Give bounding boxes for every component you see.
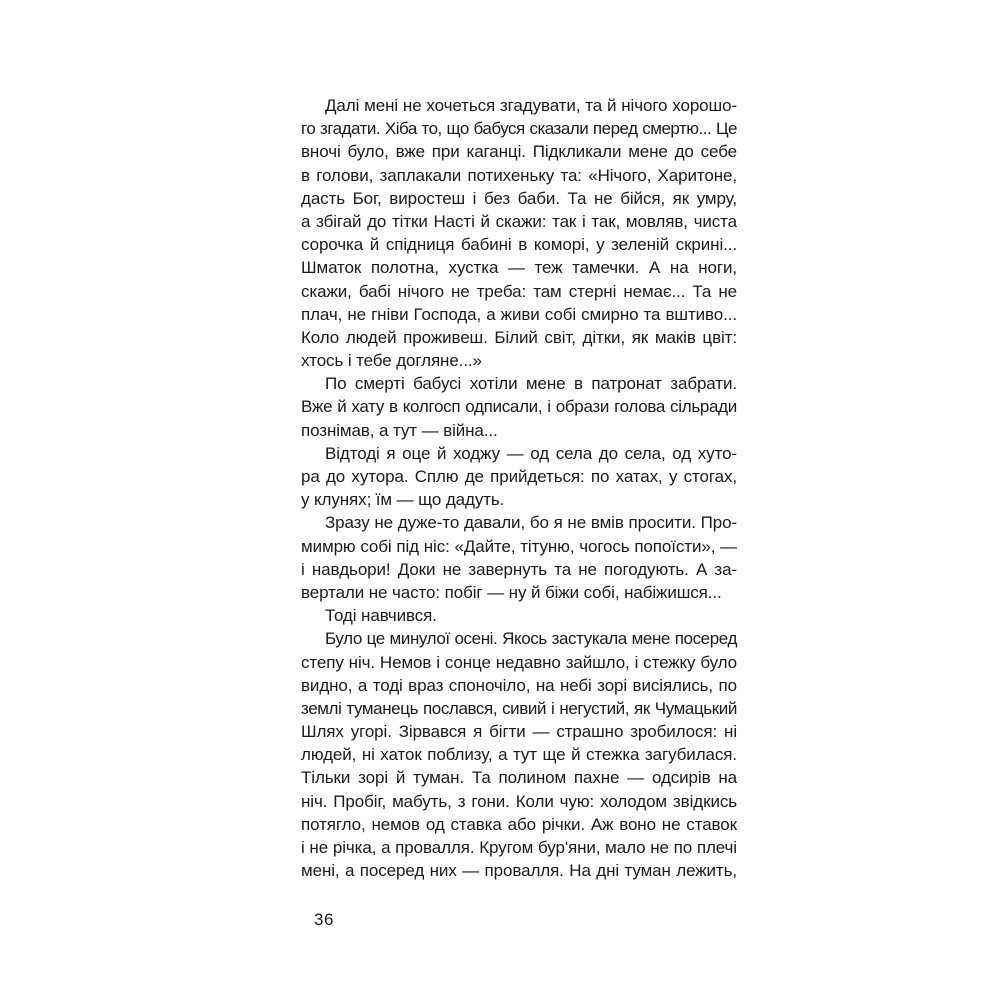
text-line: землі туманець послався, сивий і негустий, як Чумацький [301,698,737,718]
text-line: Далі мені не хочеться згадувати, та й нічого хорошо- [325,96,737,115]
text-line: і не річка, а провалля. Кругом бур'яни, мало не по плечі [301,838,737,857]
text-line: потягло, немов од ставка або річки. Аж воно не ставок [301,814,737,834]
text-line: у клунях; їм — що дадуть. [301,490,505,510]
text-line: і навдьори! Доки не завернуть та не погодують. А за- [301,559,737,579]
text-line: а збігай до тітки Насті й скажи: так і так, мовляв, чиста [301,211,737,231]
text-line: Тоді навчився. [325,606,437,626]
text-line: видно, а тоді враз споночіло, на небі зорі висіялись, по [301,675,737,695]
text-line: Вже й хату в колгосп одписали, і образи голова сільради [301,397,737,417]
text-line: плач, не гніви Господа, а живи собі смирно та вштиво... [301,304,737,324]
text-line: скажи, бабі нічого не треба: там стерні немає... Та не [301,281,737,301]
text-line: Було це минулої осені. Якось застукала мене посеред [325,629,737,649]
text-line: По смерті бабусі хотіли мене в патронат забрати. [325,374,737,394]
text-line: в голови, заплакали потихеньку та: «Нічого, Харитоне, [301,165,737,185]
text-line: хтось і тебе догляне...» [301,351,482,371]
text-line: степу ніч. Немов і сонце недавно зайшло, і стежку було [301,652,737,672]
text-line: Тільки зорі й туман. Та полином пахне — одсирів на [301,768,737,788]
text-line: мені, а посеред них — провалля. На дні туман лежить, [301,861,737,881]
text-line: вночі було, вже при каганці. Підкликали мене до себе [301,142,737,162]
text-line: Зразу не дуже-то давали, бо я не вмів просити. Про- [325,513,737,533]
text-line: Шлях угорі. Зірвався я бігти — страшно зробилося: ні [301,722,737,742]
text-line: го згадати. Хіба то, що бабуся сказали перед смертю... Це [301,119,737,139]
body-text [301,94,737,882]
text-line: ніч. Пробіг, мабуть, з гони. Коли чую: холодом звідкись [301,791,737,811]
text-line: людей, ні хаток поблизу, а тут ще й стежка загубилася. [301,745,737,765]
text-line: Відтоді я оце й ходжу — од села до села, од хуто- [325,443,737,463]
page-number: 36 [314,910,334,929]
text-line: сорочка й спідниця бабині в коморі, у зеленій скрині... [301,235,737,255]
text-line: Шматок полотна, хустка — теж тамечки. А на ноги, [301,258,737,278]
text-line: познімав, а тут — війна... [301,420,498,440]
text-line: дасть Бог, виростеш і без баби. Та не бійся, як умру, [301,188,737,208]
text-line: мимрю собі під ніс: «Дайте, тітуню, чогось попоїсти», — [301,536,737,556]
text-line: Коло людей проживеш. Білий світ, дітки, як маків цвіт: [301,327,737,347]
text-line: вертали не часто: побіг — ну й біжи собі, набіжишся... [301,582,722,602]
text-line: ра до хутора. Сплю де прийдеться: по хатах, у стогах, [301,467,737,486]
